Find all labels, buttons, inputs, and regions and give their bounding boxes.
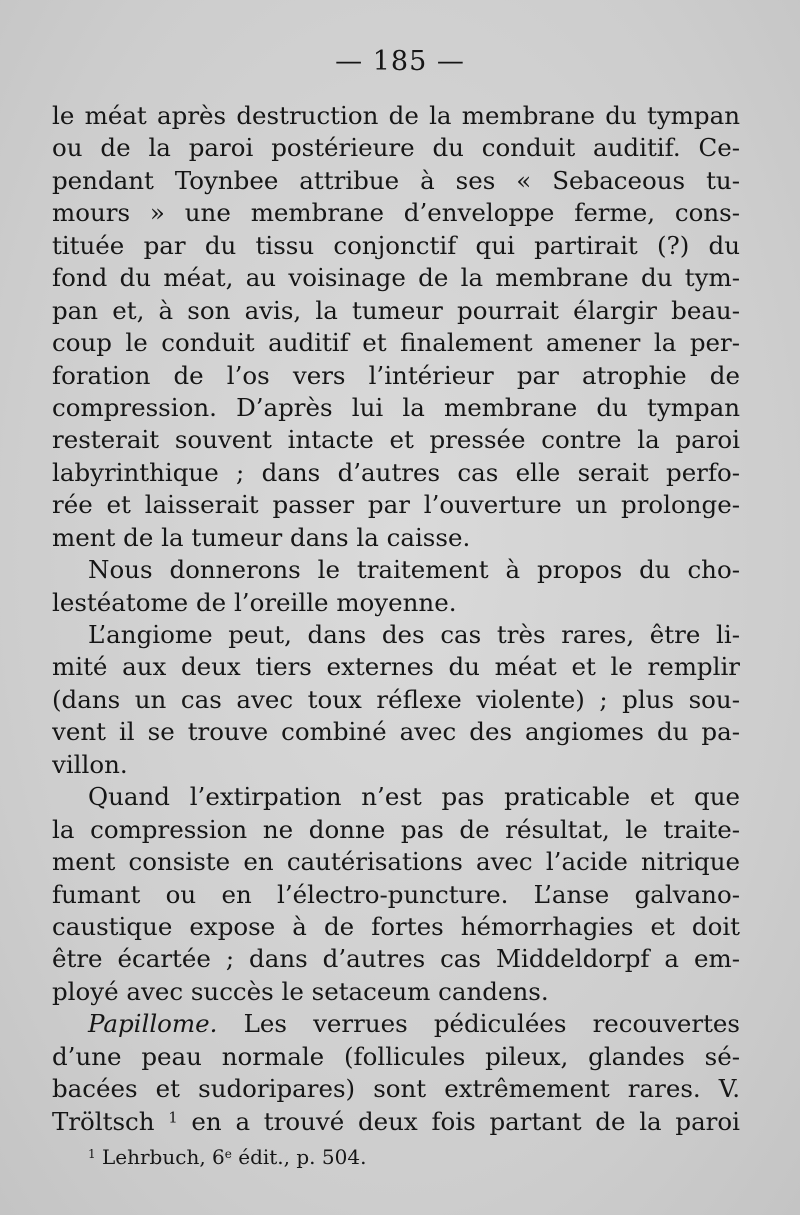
text-line: vent il se trouve combiné avec des angiomes du pa- <box>52 717 740 747</box>
text-line <box>52 1008 740 1040</box>
text-line: labyrinthique ; dans d’autres cas elle serait perfo- <box>52 457 740 487</box>
author-name: Tröltsch <box>52 1106 155 1136</box>
text-line: resterait souvent intacte et pressée contre la paroi <box>52 425 740 455</box>
text-line: pendant Toynbee attribue à ses « Sebaceous tu- <box>52 165 740 195</box>
text-line: rée et laisserait passer par l’ouverture un prolonge- <box>52 490 740 520</box>
footnote-edition-superscript: e <box>224 1147 232 1161</box>
text-line: d’une peau normale (follicules pileux, glandes sé- <box>52 1041 740 1071</box>
text-line: compression. D’après lui la membrane du tympan <box>52 392 740 422</box>
footnote-marker: 1 <box>88 1147 96 1161</box>
footnote <box>88 1145 366 1169</box>
footnote-reference: 1 <box>168 1109 178 1127</box>
text-line: Quand l’extirpation n’est pas praticable et que <box>88 782 740 812</box>
text-line <box>52 1106 740 1138</box>
text-line: ment de la tumeur dans la caisse. <box>52 522 471 552</box>
text-line: villon. <box>52 749 128 779</box>
text-line: pan et, à son avis, la tumeur pourrait élargir beau- <box>52 295 740 325</box>
text-line: foration de l’os vers l’intérieur par atrophie de <box>52 360 740 390</box>
text-line-rest: Les verrues pédiculées recouvertes <box>243 1009 740 1039</box>
text-line: fond du méat, au voisinage de la membrane du tym- <box>52 263 740 293</box>
page-number: — 185 — <box>335 46 465 77</box>
section-heading-papillome: Papillome. <box>88 1009 218 1039</box>
text-line: L’angiome peut, dans des cas très rares, être li- <box>88 620 740 649</box>
text-line: être écartée ; dans d’autres cas Middeldorpf a em- <box>52 944 740 974</box>
text-line: la compression ne donne pas de résultat, le traite- <box>52 814 740 844</box>
footnote-text: Lehrbuch, 6 <box>102 1145 225 1169</box>
footnote-text-end: édit., p. 504. <box>231 1145 367 1169</box>
text-line: lestéatome de l’oreille moyenne. <box>52 587 457 617</box>
text-line: (dans un cas avec toux réflexe violente) ; plus sou- <box>52 684 740 714</box>
body-text <box>52 100 740 1138</box>
text-line: bacées et sudoripares) sont extrêmement rares. V. <box>52 1074 740 1104</box>
text-line: le méat après destruction de la membrane du tympan <box>52 101 740 130</box>
text-line: ou de la paroi postérieure du conduit auditif. Ce- <box>52 133 740 163</box>
text-line: mours » une membrane d’enveloppe ferme, cons- <box>52 198 740 228</box>
text-line: ment consiste en cautérisations avec l’acide nitrique <box>52 847 740 877</box>
text-line: coup le conduit auditif et finalement amener la per- <box>52 328 740 358</box>
text-line: mité aux deux tiers externes du méat et le remplir <box>52 652 740 682</box>
text-line: caustique expose à de fortes hémorrhagies et doit <box>52 911 740 941</box>
text-line: tituée par du tissu conjonctif qui partirait (?) du <box>52 230 740 260</box>
text-line-rest: en a trouvé deux fois partant de la paroi <box>191 1106 740 1136</box>
text-line: fumant ou en l’électro-puncture. L’anse galvano- <box>52 879 740 909</box>
text-line: Nous donnerons le traitement à propos du cho- <box>88 555 740 585</box>
text-line: ployé avec succès le setaceum candens. <box>52 976 549 1006</box>
